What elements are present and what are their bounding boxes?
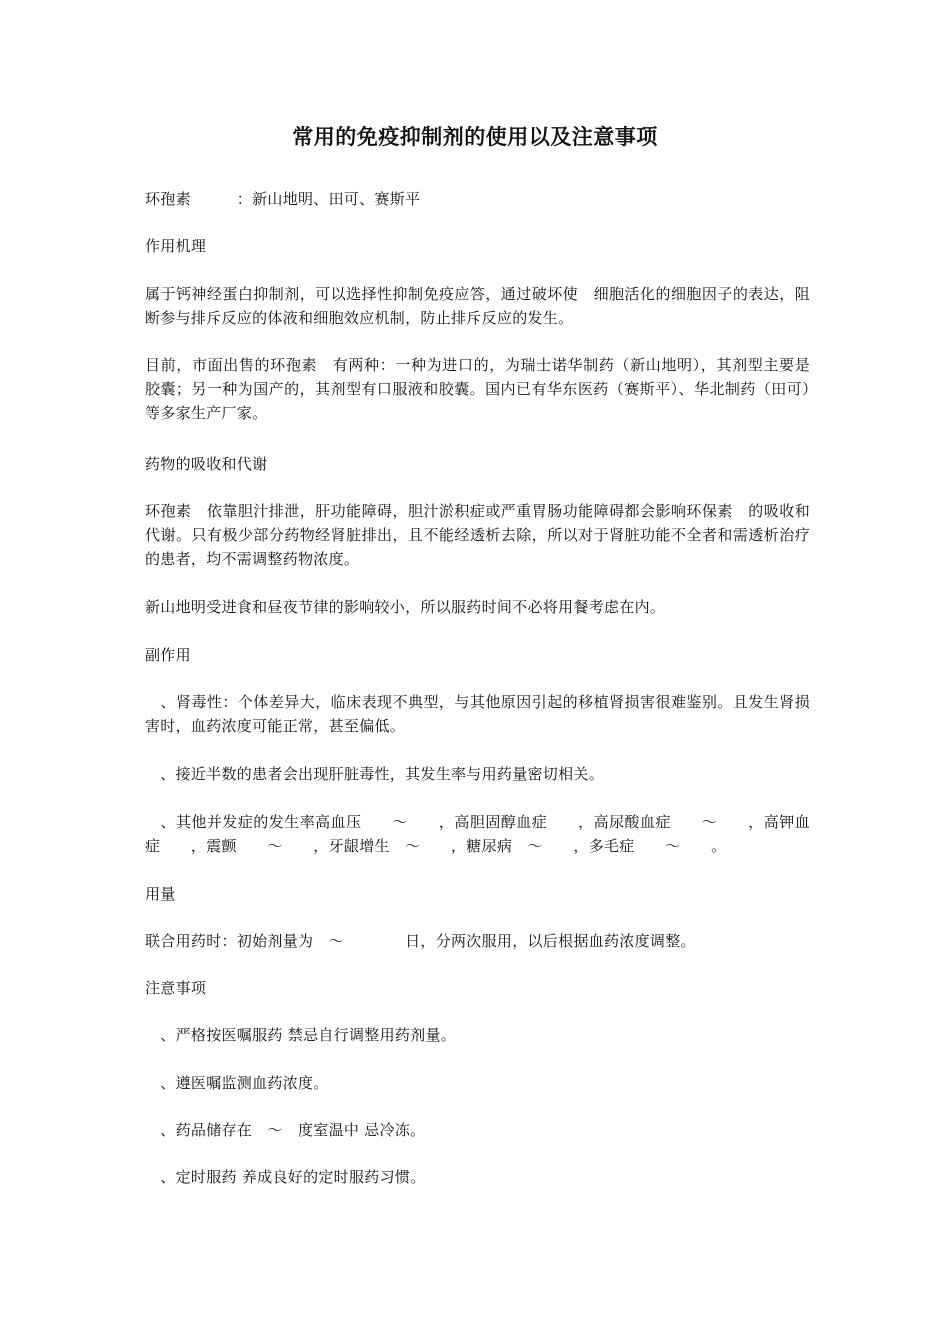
precaution-item-2: 、遵医嘱监测血药浓度。 (145, 1074, 329, 1092)
side-effect-item-2: 、接近半数的患者会出现肝脏毒性，其发生率与用药量密切相关。 (145, 765, 605, 783)
absorption-paragraph-2: 新山地明受进食和昼夜节律的影响较小，所以服药时间不必将用餐考虑在内。 (145, 598, 666, 616)
drug-names-line: 环孢素 ：新山地明、田可、赛斯平 (145, 190, 421, 208)
precaution-item-4: 、定时服药 养成良好的定时服药习惯。 (145, 1168, 426, 1186)
section-heading-mechanism: 作用机理 (145, 237, 207, 255)
precaution-item-3: 、药品储存在 ～ 度室温中 忌冷冻。 (145, 1121, 426, 1139)
absorption-paragraph-1: 环孢素 依靠胆汁排泄，肝功能障碍，胆汁淤积症或严重胃肠功能障碍都会影响环保素 的吸收和代谢。只有极少部分药物经肾脏排出，且不能经透析去除，所以对于肾脏功能不全者和需透析治疗的患者，均不需调整药物浓度。 (145, 502, 810, 568)
section-heading-dosage: 用量 (145, 885, 176, 903)
mechanism-paragraph-1: 属于钙神经蛋白抑制剂，可以选择性抑制免疫应答，通过破坏使 细胞活化的细胞因子的表达，阻断参与排斥反应的体液和细胞效应机制，防止排斥反应的发生。 (145, 285, 810, 327)
dosage-paragraph: 联合用药时：初始剂量为 ～ 日，分两次服用，以后根据血药浓度调整。 (145, 932, 696, 950)
side-effect-item-1: 、肾毒性：个体差异大，临床表现不典型，与其他原因引起的移植肾损害很难鉴别。且发生肾损害时，血药浓度可能正常，甚至偏低。 (145, 693, 810, 735)
side-effect-item-3: 、其他并发症的发生率高血压 ～ ，高胆固醇血症 ，高尿酸血症 ～ ，高钾血症 ，震颤 ～ ，牙龈增生 ～ ，糖尿病 ～ ，多毛症 ～ 。 (145, 813, 810, 855)
precaution-item-1: 、严格按医嘱服药 禁忌自行调整用药剂量。 (145, 1026, 457, 1044)
mechanism-paragraph-2: 目前，市面出售的环孢素 有两种：一种为进口的，为瑞士诺华制药（新山地明），其剂型主要是胶囊；另一种为国产的，其剂型有口服液和胶囊。国内已有华东医药（赛斯平）、华北制药（田可）等多家生产厂家。 (145, 356, 810, 422)
document-title: 常用的免疫抑制剂的使用以及注意事项 (292, 125, 658, 149)
section-heading-side-effects: 副作用 (145, 646, 191, 664)
section-heading-absorption: 药物的吸收和代谢 (145, 455, 268, 473)
section-heading-precautions: 注意事项 (145, 979, 207, 997)
